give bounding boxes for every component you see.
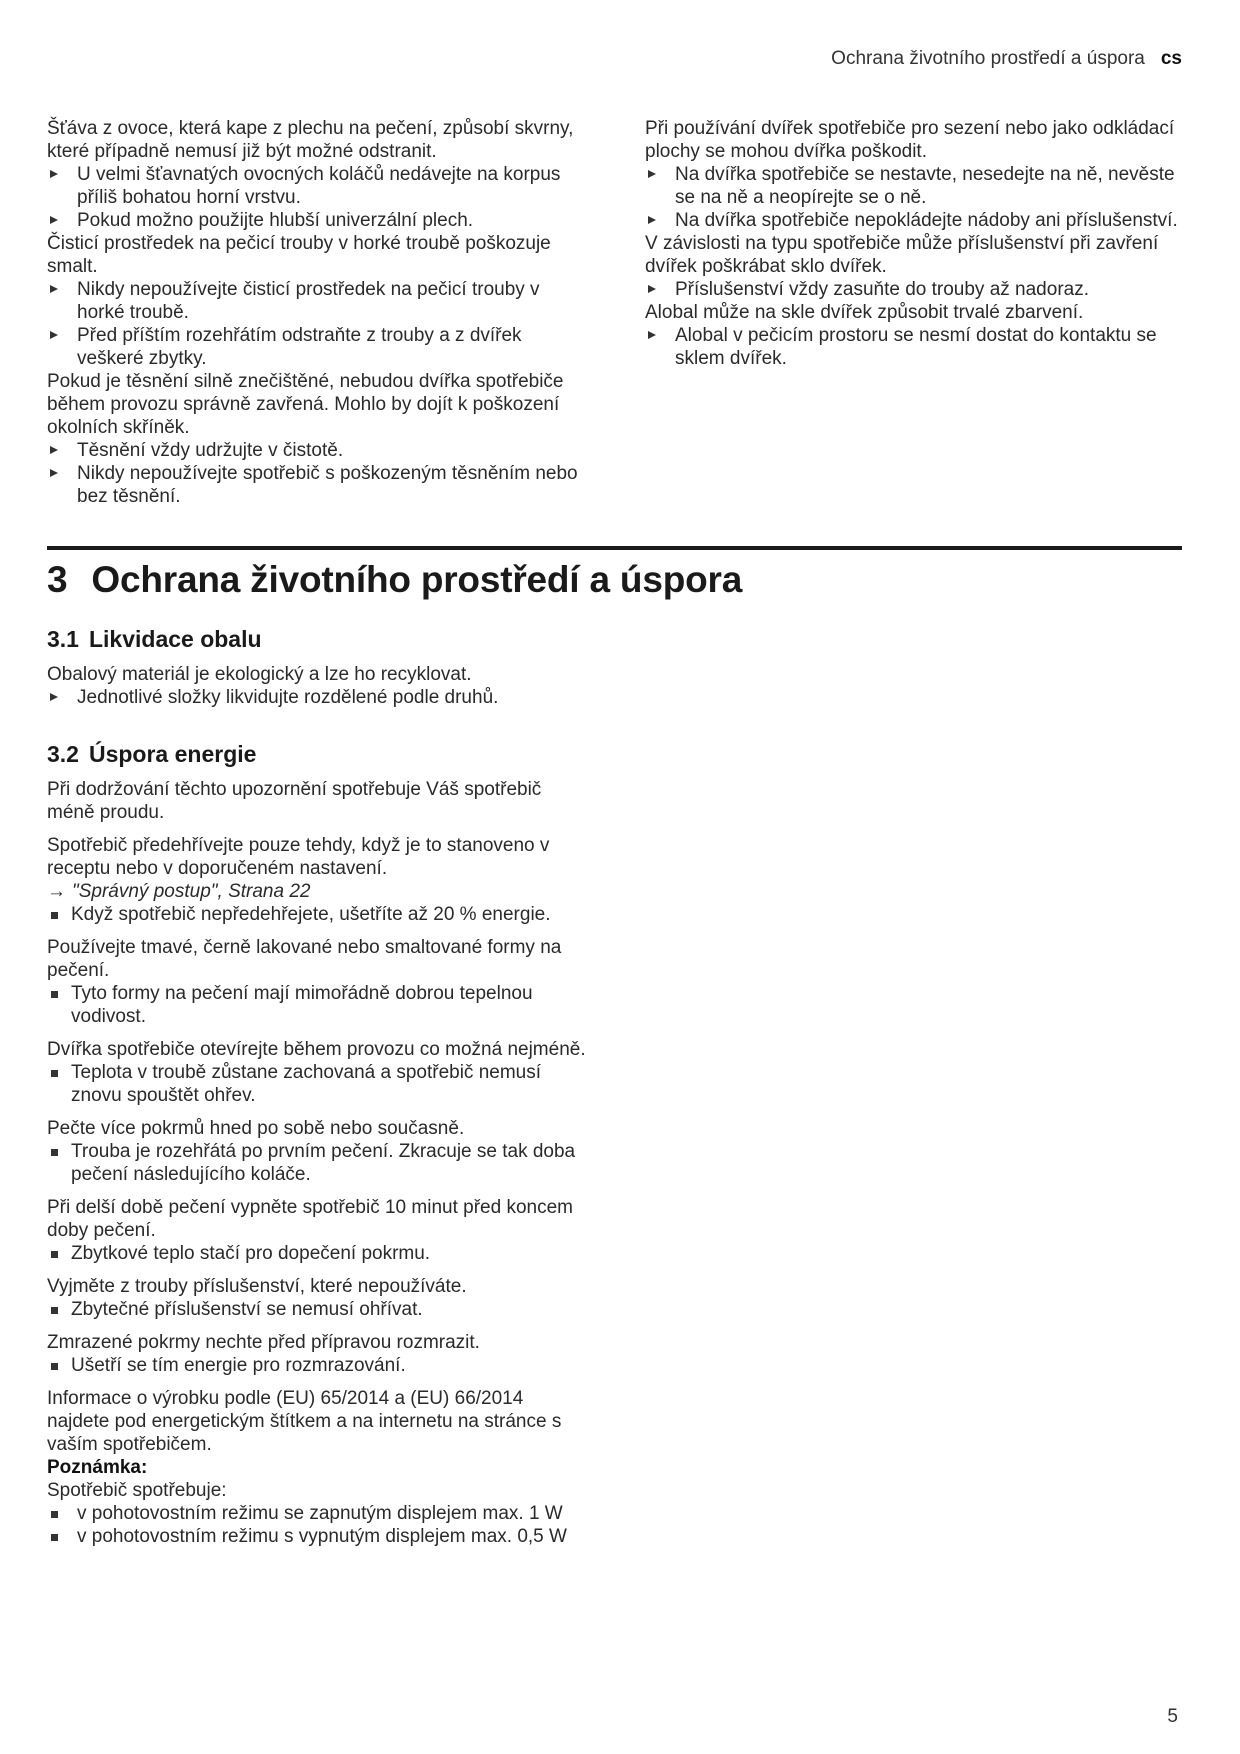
list-item: v pohotovostním režimu s vypnutým displejem max. 0,5 W xyxy=(47,1525,587,1548)
tip-benefit-list xyxy=(47,982,587,1028)
note-text: Spotřebič spotřebuje: xyxy=(47,1480,227,1501)
energy-tip-7 xyxy=(47,1331,587,1377)
list-item: Když spotřebič nepředehřejete, ušetříte až 20 % energie. xyxy=(47,903,587,926)
list-item: Před příštím rozehřátím odstraňte z trouby a z dvířek veškeré zbytky. xyxy=(47,324,587,370)
list-item: Na dvířka spotřebiče se nestavte, nesedejte na ně, nevěste se na ně a neopírejte se o ně. xyxy=(645,163,1190,209)
section-title: Likvidace obalu xyxy=(88,626,262,652)
page-number: 5 xyxy=(1167,1706,1178,1727)
energy-tip-3 xyxy=(47,1038,587,1107)
section-heading xyxy=(47,624,587,654)
list-item: Těsnění vždy udržujte v čistotě. xyxy=(47,439,587,462)
tip-text: Zmrazené pokrmy nechte před přípravou rozmrazit. xyxy=(47,1332,480,1353)
list-item: v pohotovostním režimu se zapnutým displejem max. 1 W xyxy=(47,1502,587,1525)
language-code: cs xyxy=(1160,48,1182,69)
section-heading xyxy=(47,739,587,769)
running-header-title: Ochrana životního prostředí a úspora xyxy=(831,48,1145,69)
energy-tip-2 xyxy=(47,936,587,1028)
energy-tip-4 xyxy=(47,1117,587,1186)
list-item: Pokud možno použijte hlubší univerzální plech. xyxy=(47,209,587,232)
list-item: Na dvířka spotřebiče nepokládejte nádoby ani příslušenství. xyxy=(645,209,1190,232)
list-item: Zbytkové teplo stačí pro dopečení pokrmu. xyxy=(47,1242,587,1265)
section-list xyxy=(47,686,587,709)
right-paragraph-2: V závislosti na typu spotřebiče může příslušenství při zavření dvířek poškrábat sklo dvířek. xyxy=(645,233,1159,277)
right-paragraph-1: Při používání dvířek spotřebiče pro sezení nebo jako odkládací plochy se mohou dvířka poškodit. xyxy=(645,118,1175,162)
left-column xyxy=(47,117,587,508)
tip-text: Používejte tmavé, černě lakované nebo smaltované formy na pečení. xyxy=(47,937,562,981)
section-number: 3.1 xyxy=(47,626,79,652)
tip-text: Při delší době pečení vypněte spotřebič 10 minut před koncem doby pečení. xyxy=(47,1197,573,1241)
right-list-1 xyxy=(645,163,1190,232)
right-paragraph-3: Alobal může na skle dvířek způsobit trvalé zbarvení. xyxy=(645,302,1084,323)
note-title: Poznámka: xyxy=(47,1457,148,1478)
tip-benefit-list xyxy=(47,903,587,926)
list-item: Ušetří se tím energie pro rozmrazování. xyxy=(47,1354,587,1377)
chapter-number: 3 xyxy=(47,559,68,600)
list-item: Tyto formy na pečení mají mimořádně dobrou tepelnou vodivost. xyxy=(47,982,587,1028)
left-paragraph-2: Čisticí prostředek na pečicí trouby v horké troubě poškozuje smalt. xyxy=(47,233,551,277)
right-list-3 xyxy=(645,324,1190,370)
tip-text: Dvířka spotřebiče otevírejte během provozu co možná nejméně. xyxy=(47,1039,586,1060)
energy-tip-5 xyxy=(47,1196,587,1265)
list-item: Alobal v pečicím prostoru se nesmí dostat do kontaktu se sklem dvířek. xyxy=(645,324,1190,370)
energy-tip-6 xyxy=(47,1275,587,1321)
chapter-title: Ochrana životního prostředí a úspora xyxy=(91,559,743,600)
chapter-divider xyxy=(47,546,1182,550)
section-title: Úspora energie xyxy=(88,741,257,767)
list-item: Trouba je rozehřátá po prvním pečení. Zkracuje se tak doba pečení následujícího koláče. xyxy=(47,1140,587,1186)
tip-text: Vyjměte z trouby příslušenství, které nepoužíváte. xyxy=(47,1276,467,1297)
section-3-1 xyxy=(47,624,587,709)
right-list-2 xyxy=(645,278,1190,301)
tip-benefit-list xyxy=(47,1354,587,1377)
section-3-2 xyxy=(47,739,587,1548)
tip-text: Pečte více pokrmů hned po sobě nebo současně. xyxy=(47,1118,465,1139)
list-item: Teplota v troubě zůstane zachovaná a spotřebič nemusí znovu spouštět ohřev. xyxy=(47,1061,587,1107)
section-paragraph: Obalový materiál je ekologický a lze ho recyklovat. xyxy=(47,664,472,685)
tip-benefit-list xyxy=(47,1298,587,1321)
tip-benefit-list xyxy=(47,1140,587,1186)
list-item: U velmi šťavnatých ovocných koláčů nedávejte na korpus příliš bohatou horní vrstvu. xyxy=(47,163,587,209)
list-item: Příslušenství vždy zasuňte do trouby až nadoraz. xyxy=(645,278,1190,301)
note-box xyxy=(47,1456,587,1548)
left-list-3 xyxy=(47,439,587,508)
energy-tip-1 xyxy=(47,834,587,926)
cross-reference[interactable] xyxy=(47,880,587,903)
list-item: Jednotlivé složky likvidujte rozdělené podle druhů. xyxy=(47,686,587,709)
left-paragraph-1: Šťáva z ovoce, která kape z plechu na pečení, způsobí skvrny, které případně nemusí již být možné odstranit. xyxy=(47,118,574,162)
list-item: Zbytečné příslušenství se nemusí ohřívat. xyxy=(47,1298,587,1321)
right-column xyxy=(645,117,1190,370)
running-header xyxy=(831,47,1182,70)
tip-benefit-list xyxy=(47,1242,587,1265)
note-list xyxy=(47,1502,587,1548)
section-number: 3.2 xyxy=(47,741,79,767)
product-info-paragraph: Informace o výrobku podle (EU) 65/2014 a (EU) 66/2014 najdete pod energetickým štítkem a na internetu na stránce s vaším spotřebičem. xyxy=(47,1388,562,1455)
left-list-2 xyxy=(47,278,587,370)
tip-text: Spotřebič předehřívejte pouze tehdy, když je to stanoveno v receptu nebo v doporučeném nastavení. xyxy=(47,835,550,879)
tip-benefit-list xyxy=(47,1061,587,1107)
list-item: Nikdy nepoužívejte spotřebič s poškozeným těsněním nebo bez těsnění. xyxy=(47,462,587,508)
list-item: Nikdy nepoužívejte čisticí prostředek na pečicí trouby v horké troubě. xyxy=(47,278,587,324)
arrow-right-icon: → xyxy=(47,881,66,902)
intro-paragraph: Při dodržování těchto upozornění spotřebuje Váš spotřebič méně proudu. xyxy=(47,779,542,823)
left-list-1 xyxy=(47,163,587,232)
left-paragraph-3: Pokud je těsnění silně znečištěné, nebudou dvířka spotřebiče během provozu správně zavřená. Mohlo by dojít k poškození okolních skříněk. xyxy=(47,371,564,438)
chapter-heading xyxy=(47,556,742,604)
cross-reference-text: "Správný postup", Strana 22 xyxy=(72,881,311,902)
